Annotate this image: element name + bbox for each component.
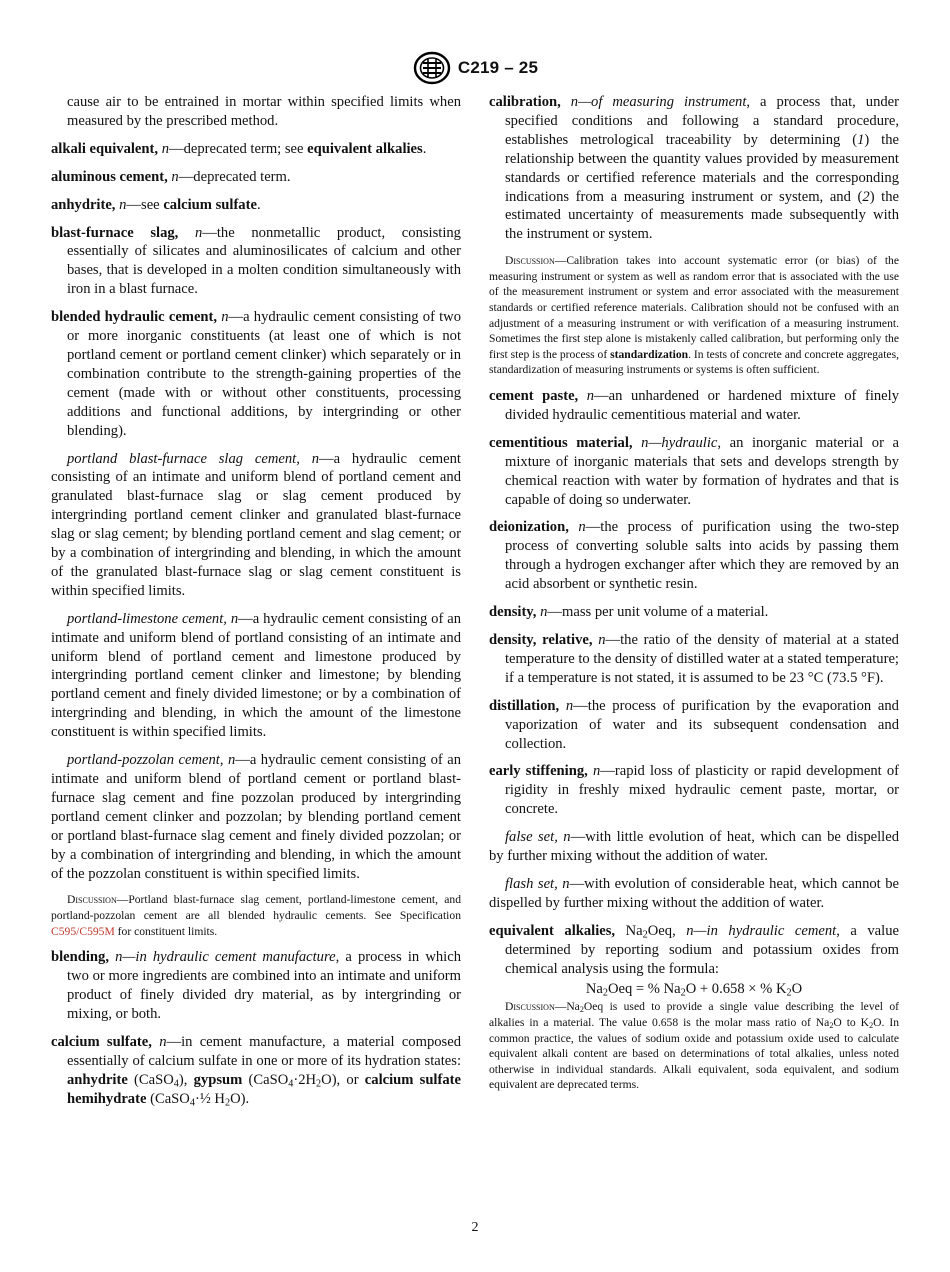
definition-distillation: distillation, n—the process of purification by the evaporation and vaporization of water and its subsequent condensation and collection.: [489, 697, 899, 752]
definition-blended-hydraulic-cement: blended hydraulic cement, n—a hydraulic cement consisting of two or more inorganic constituents (at least one of which is not portland cement or portland cement clinker) which separately or in combination contribute to the strength-gaining properties of the cement (made with or without other constituents, processing additions and functional additions, by intergrinding or other blending).: [51, 309, 461, 439]
discussion-equivalent-alkalies: $Discussion—Na_2Oeq$ is used to provide a single value describing the level of alkalies in a material. The value 0.658 is the molar mass ratio of $Na_2O$ to $K_2O$. In common practice, the values of sodium oxide and potassium oxide used to calculate equivalent alkali content are based on determinations of total alkalies, unless noted otherwise in individual standards. Alkali equivalent, soda equivalent, and sodium equivalent are deprecated terms.: [489, 1000, 900, 1092]
astm-logo-icon: [412, 51, 452, 85]
standard-designation: C219 – 25: [457, 58, 539, 77]
definition-blast-furnace-slag: blast-furnace slag, n—the nonmetallic product, consisting essentially of silicates and aluminosilicates of calcium and other bases, that is developed in a molten condition simultaneously with iron in a blast furnace.: [51, 224, 461, 298]
definition-portland-limestone-cement: portland-limestone cement, n—a hydraulic cement consisting of an intimate and uniform blend of portland consisting of an intimate and uniform blend of portland cement and limestone produced by intergrinding portland cement clinker and limestone; by blending portland cement and finely divided limestone; or by a combination of intergrinding and blending, in which the amount of the limestone constituent is within specified limits.: [51, 610, 461, 741]
definition-deionization: deionization, n—the process of purification using the two-step process of converting soluble salts into acids by passing them through a hydrogen exchanger after which they are removed by an acid absorbent or synthetic resin.: [489, 519, 899, 593]
definition-equivalent-alkalies: equivalent alkalies, $Na_2Oeq$, n—in hydraulic cement, a value determined by reporting sodium and potassium oxides from chemical analysis using the formula:: [489, 922, 899, 977]
right-column: [489, 93, 899, 1102]
page-header: [0, 50, 950, 86]
carry-over-text: cause air to be entrained in mortar within specified limits when measured by the prescribed method.: [67, 94, 461, 129]
definition-false-set: false set, n—with little evolution of heat, which can be dispelled by further mixing without the addition of water.: [489, 829, 899, 865]
definition-density: density, n—mass per unit volume of a material.: [489, 604, 769, 621]
definition-cementitious-material: cementitious material, n—hydraulic, an inorganic material or a mixture of inorganic materials that sets and develops strength by chemical reaction with water by formation of hydrates and that is capable of doing so underwater.: [489, 434, 899, 508]
left-column: [51, 93, 461, 1117]
discussion-blended-cements: Discussion—Portland blast-furnace slag cement, portland-limestone cement, and portland-pozzolan cement are all blended hydraulic cements. See Specification C595/C595M for constituent limits.: [51, 893, 461, 938]
definition-aluminous-cement: aluminous cement, n—deprecated term.: [51, 168, 291, 185]
definition-portland-blast-furnace-slag-cement: portland blast-furnace slag cement, n—a hydraulic cement consisting of an intimate and uniform blend of portland cement and granulated blast-furnace slag or slag cement produced by intergrinding portland cement clinker and granulated blast-furnace slag or slag cement; by blending portland cement and slag cement; or by a combination of intergrinding and blending, in which the amount of the granulated blast-furnace slag or slag cement constituent is within specified limits.: [51, 450, 461, 599]
definition-cement-paste: cement paste, n—an unhardened or hardened mixture of finely divided hydraulic cementitious material and water.: [489, 388, 899, 423]
definition-calcium-sulfate: calcium sulfate, n—in cement manufacture, a material composed essentially of calcium sulfate in one or more of its hydration states: anhydrite (CaSO$_4$), gypsum $(CaSO_4\cdot 2H_2O)$, or calcium sulfate hemihydrate (CaSO$_4$·½ $H_2O$).: [51, 1033, 461, 1109]
discussion-calibration: Discussion—Calibration takes into account systematic error (or bias) of the measuring instrument or system as well as random error that is associated with the use of the measurement instrument or system and error associated with the measurement standards or certified reference materials. Calibration should not be confused with an adjustment of a measuring instrument or with verification of a measuring instrument. Sometimes the first step alone is mistakenly called calibration, but performing only the first step is the process of standardization. In tests of concrete and concrete aggregates, standardization of measuring instruments or systems is often sufficient.: [489, 254, 899, 377]
page-number: 2: [471, 1220, 479, 1235]
link-c595[interactable]: C595/C595M: [51, 924, 115, 938]
definition-density-relative: density, relative, n—the ratio of the density of material at a stated temperature to the density of distilled water at a stated temperature; if a temperature is not stated, it is assumed to be 23 °C (73.5 °F).: [489, 631, 899, 686]
definition-blending: blending, n—in hydraulic cement manufacture, a process in which two or more ingredients are combined into an intimate and uniform product of finely divided dry material, as by intergrinding or mixing, or both.: [51, 949, 461, 1022]
definition-flash-set: flash set, n—with evolution of considerable heat, which cannot be dispelled by further mixing without the addition of water.: [489, 875, 900, 911]
alkali-formula: $Na_2Oeq$ = % $Na_2O + 0.658$ × % $K_2O$: [585, 981, 803, 1000]
definition-early-stiffening: early stiffening, n—rapid loss of plasticity or rapid development of rigidity in freshly mixed hydraulic cement paste, mortar, or concrete.: [489, 763, 900, 818]
definition-alkali-equivalent: alkali equivalent, n—deprecated term; see equivalent alkalies.: [51, 140, 427, 157]
definition-calibration: calibration, n—of measuring instrument, a process that, under specified conditions and following a standard procedure, establishes metrological traceability by determining (1) the relationship between the quantity values provided by measurement standards or certified reference materials and the corresponding indications from a measuring instrument or system, and (2) the estimated uncertainty of measurements made subsequently with the instrument or system.: [489, 94, 900, 243]
definition-portland-pozzolan-cement: portland-pozzolan cement, n—a hydraulic cement consisting of an intimate and uniform blend of portland cement or portland blast-furnace slag cement and fine pozzolan produced by intergrinding portland cement clinker and pozzolan; by blending portland cement or portland blast-furnace slag cement and finely divided pozzolan; or by a combination of intergrinding and blending, in which the amount of the pozzolan constituent is within specified limits.: [51, 752, 461, 882]
definition-anhydrite: anhydrite, n—see calcium sulfate.: [51, 196, 261, 213]
